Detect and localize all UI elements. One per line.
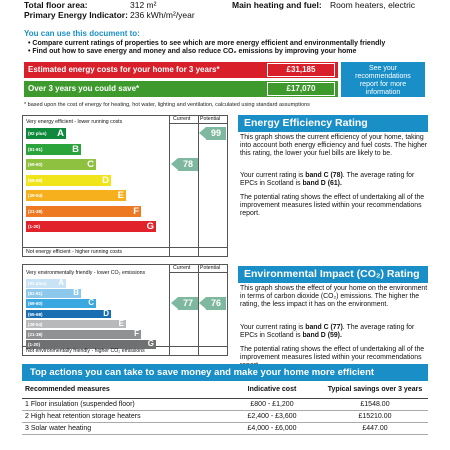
savings-cell: £1548.00 [322, 398, 428, 410]
usage-bullet-2: • Find out how to save energy and money and also reduce CO₂ emissions by improving your home [28, 48, 357, 55]
environment-col-current: Current [173, 265, 191, 271]
environment-top-label: Very environmentally friendly - lower CO₂ emissions [26, 270, 146, 276]
band-letter: F [133, 205, 139, 217]
table-row [22, 410, 428, 422]
current-rating-arrow: 77 [178, 297, 198, 310]
cost-cell: £800 - £1,200 [222, 398, 322, 410]
band-letter: C [87, 159, 94, 170]
band-range: (21-38) [28, 332, 43, 337]
table-row [22, 422, 428, 434]
cost-cell: £2,400 - £3,600 [222, 410, 322, 422]
actions-header-cost: Indicative cost [222, 382, 322, 398]
band-range: (69-80) [28, 301, 43, 307]
band-letter: A [58, 278, 64, 287]
floor-area-value: 312 m² [130, 0, 157, 10]
band-c [26, 299, 96, 308]
efficiency-top-label: Very energy efficient - lower running costs [26, 119, 123, 125]
measure-cell: 3 Solar water heating [22, 422, 222, 434]
actions-header-savings: Typical savings over 3 years [322, 382, 428, 398]
actions-title: Top actions you can take to save money and make your home more efficient [22, 364, 428, 381]
efficiency-panel-p3: The potential rating shows the effect of undertaking all of the improvement measures listed within your recommendations report. [240, 194, 425, 217]
savings-row: Over 3 years you could save* £17,070 [24, 81, 338, 97]
band-range: (81-91) [28, 146, 43, 152]
band-range: (1-20) [28, 342, 41, 348]
band-range: (21-38) [28, 208, 43, 214]
band-range: (92 plus) [28, 131, 47, 136]
floor-area-label: Total floor area: [24, 0, 88, 10]
actions-header-row [22, 382, 428, 398]
band-letter: E [117, 190, 124, 201]
band-letter: D [103, 308, 109, 318]
band-range: (55-68) [28, 311, 43, 317]
heating-label: Main heating and fuel: [232, 0, 322, 10]
savings-cell: £447.00 [322, 422, 428, 434]
band-letter: C [88, 298, 94, 308]
current-rating-arrow: 78 [178, 158, 198, 171]
efficiency-col-current: Current [173, 116, 191, 122]
band-range: (55-68) [28, 177, 43, 183]
environment-panel-p1: This graph shows the effect of your home on the environment in terms of carbon dioxide (CO₂) emissions. The higher the rating, the less impact it has on the environment. [240, 285, 428, 308]
band-d [26, 310, 111, 319]
band-letter: F [134, 329, 139, 338]
estimated-costs-value: £31,185 [267, 63, 335, 77]
band-letter: B [73, 288, 79, 298]
usage-bullet-1: • Compare current ratings of properties to see which are more energy efficient and environmentally friendly [28, 40, 386, 47]
band-e [26, 190, 126, 201]
potential-rating-arrow: 99 [206, 127, 226, 140]
primary-energy-label: Primary Energy Indicator: [24, 10, 128, 20]
efficiency-panel-p2: Your current rating is band C (78). The average rating for EPCs in Scotland is band D (61). [240, 172, 415, 187]
estimated-costs-row: Estimated energy costs for your home for 3 years* £31,185 [24, 62, 338, 78]
band-range: (1-20) [28, 224, 41, 229]
cost-cell: £4,000 - £6,000 [222, 422, 322, 434]
cost-footnote: * based upon the cost of energy for heating, hot water, lighting and ventilation, calculated using standard assumptions [24, 102, 310, 108]
band-a [26, 279, 66, 288]
environment-col-potential: Potential [200, 265, 221, 271]
savings-value: £17,070 [267, 82, 335, 96]
measure-cell: 2 High heat retention storage heaters [22, 410, 222, 422]
band-g [26, 221, 156, 232]
efficiency-panel-p1: This graph shows the current efficiency of your home, taking into account both energy efficiency and fuel costs. The higher this rating, the lower your fuel bills are likely to be. [240, 134, 428, 157]
band-range: (39-54) [28, 193, 43, 198]
band-letter: B [72, 143, 79, 155]
table-row [22, 398, 428, 410]
band-range: (92 plus) [28, 281, 47, 286]
actions-header-measures: Recommended measures [22, 382, 222, 398]
heating-value: Room heaters, electric [330, 0, 416, 10]
band-b [26, 144, 81, 155]
band-letter: D [102, 174, 109, 186]
see-recommendations-box[interactable]: See your recommendations report for more information [341, 62, 425, 97]
environment-panel-p3: The potential rating shows the effect of undertaking all of the improvement measures listed within your recommendations [240, 346, 425, 361]
environment-bottom-label: Not environmentally friendly - higher CO₂ emissions [26, 348, 145, 354]
primary-energy-value: 236 kWh/m²/year [130, 10, 195, 20]
band-range: (69-80) [28, 162, 43, 167]
band-f [26, 206, 141, 217]
measure-cell: 1 Floor insulation (suspended floor) [22, 398, 222, 410]
efficiency-panel-title: Energy Efficiency Rating [238, 115, 428, 132]
band-c [26, 159, 96, 170]
band-a [26, 128, 66, 139]
band-d [26, 175, 111, 186]
environment-chart [22, 264, 228, 356]
band-range: (39-54) [28, 321, 43, 327]
environment-panel-title: Environmental Impact (CO₂) Rating [238, 266, 428, 283]
band-e [26, 320, 126, 329]
environment-panel-p2: Your current rating is band C (77). The average rating for EPCs in Scotland is band D (59). [240, 324, 415, 339]
potential-rating-arrow: 76 [206, 297, 226, 310]
band-letter: A [57, 128, 64, 139]
savings-cell: £15210.00 [322, 410, 428, 422]
efficiency-chart [22, 115, 228, 257]
band-range: (81-91) [28, 291, 43, 297]
band-letter: G [147, 339, 154, 349]
band-letter: G [146, 221, 154, 232]
efficiency-col-potential: Potential [200, 116, 221, 122]
efficiency-bottom-label: Not energy efficient - higher running costs [26, 249, 122, 255]
actions-table [22, 382, 428, 435]
band-letter: E [118, 318, 124, 328]
band-f [26, 330, 141, 339]
band-b [26, 289, 81, 298]
usage-title: You can use this document to: [24, 29, 140, 38]
